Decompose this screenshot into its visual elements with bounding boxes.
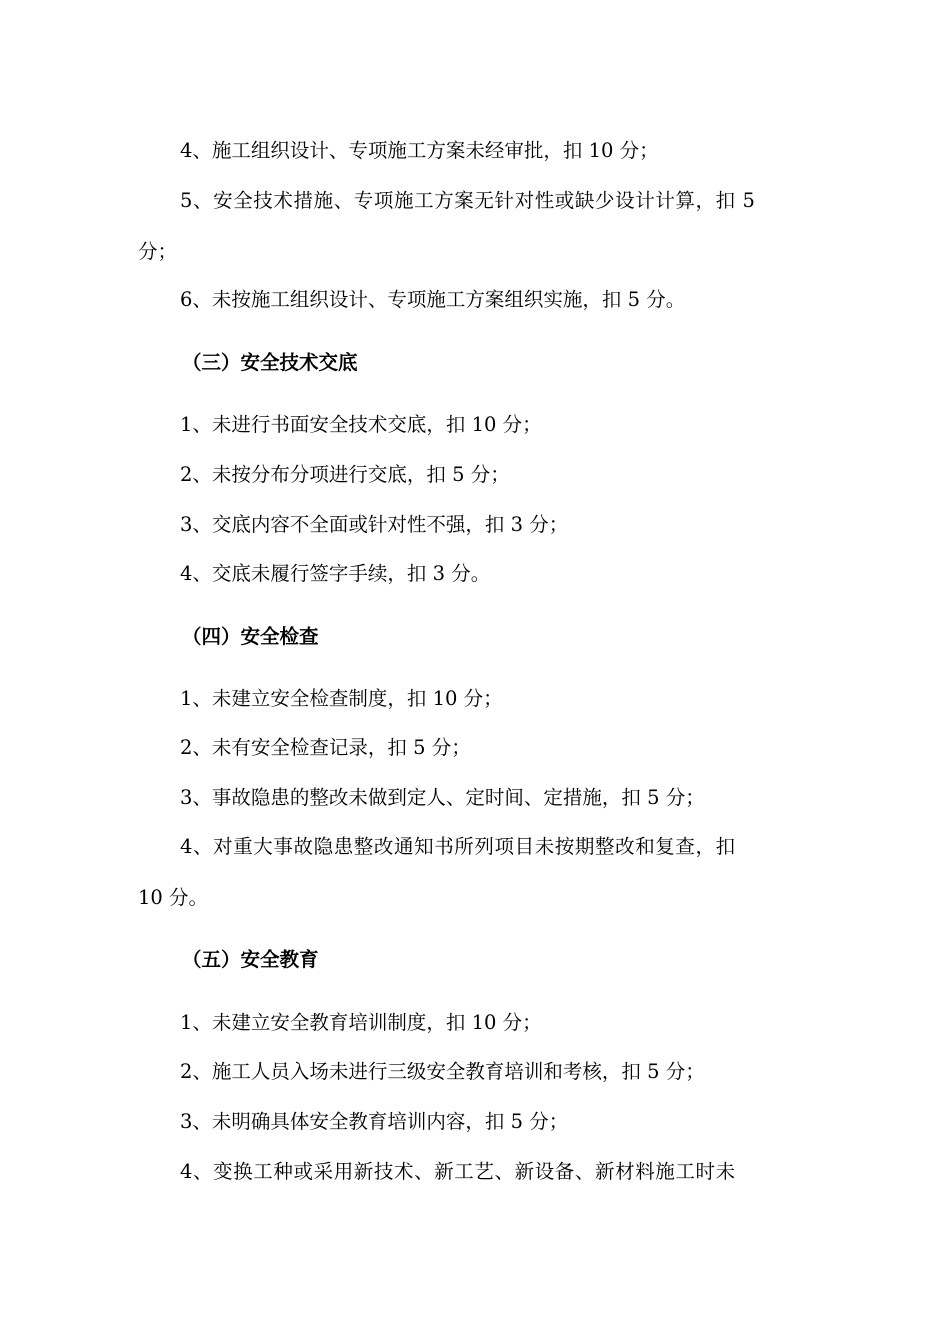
paragraph-line: 3、交底内容不全面或针对性不强，扣 3 分； [180, 513, 569, 536]
paragraph-line: 1、未建立安全教育培训制度，扣 10 分； [180, 1011, 542, 1034]
section-heading: （五）安全教育 [182, 948, 319, 971]
paragraph-line: 3、未明确具体安全教育培训内容，扣 5 分； [180, 1110, 569, 1133]
paragraph-line: 4、交底未履行签字手续，扣 3 分。 [180, 562, 491, 585]
paragraph-line: 10 分。 [138, 886, 209, 909]
section-heading: （四）安全检查 [182, 625, 319, 648]
paragraph-line: 4、变换工种或采用新技术、新工艺、新设备、新材料施工时未 [180, 1160, 736, 1183]
paragraph-line: 3、事故隐患的整改未做到定人、定时间、定措施，扣 5 分； [180, 786, 705, 809]
paragraph-line: 分； [138, 240, 178, 263]
paragraph-line: 6、未按施工组织设计、专项施工方案组织实施，扣 5 分。 [180, 288, 686, 311]
paragraph-line: 4、对重大事故隐患整改通知书所列项目未按期整改和复查，扣 [180, 835, 736, 858]
paragraph-line: 1、未进行书面安全技术交底，扣 10 分； [180, 413, 542, 436]
paragraph-line: 1、未建立安全检查制度，扣 10 分； [180, 687, 503, 710]
paragraph-line: 2、施工人员入场未进行三级安全教育培训和考核，扣 5 分； [180, 1060, 705, 1083]
paragraph-line: 5、安全技术措施、专项施工方案无针对性或缺少设计计算，扣 5 [180, 189, 756, 212]
paragraph-line: 4、施工组织设计、专项施工方案未经审批，扣 10 分； [180, 139, 659, 162]
paragraph-line: 2、未有安全检查记录，扣 5 分； [180, 736, 471, 759]
paragraph-line: 2、未按分布分项进行交底，扣 5 分； [180, 463, 510, 486]
section-heading: （三）安全技术交底 [182, 351, 358, 374]
